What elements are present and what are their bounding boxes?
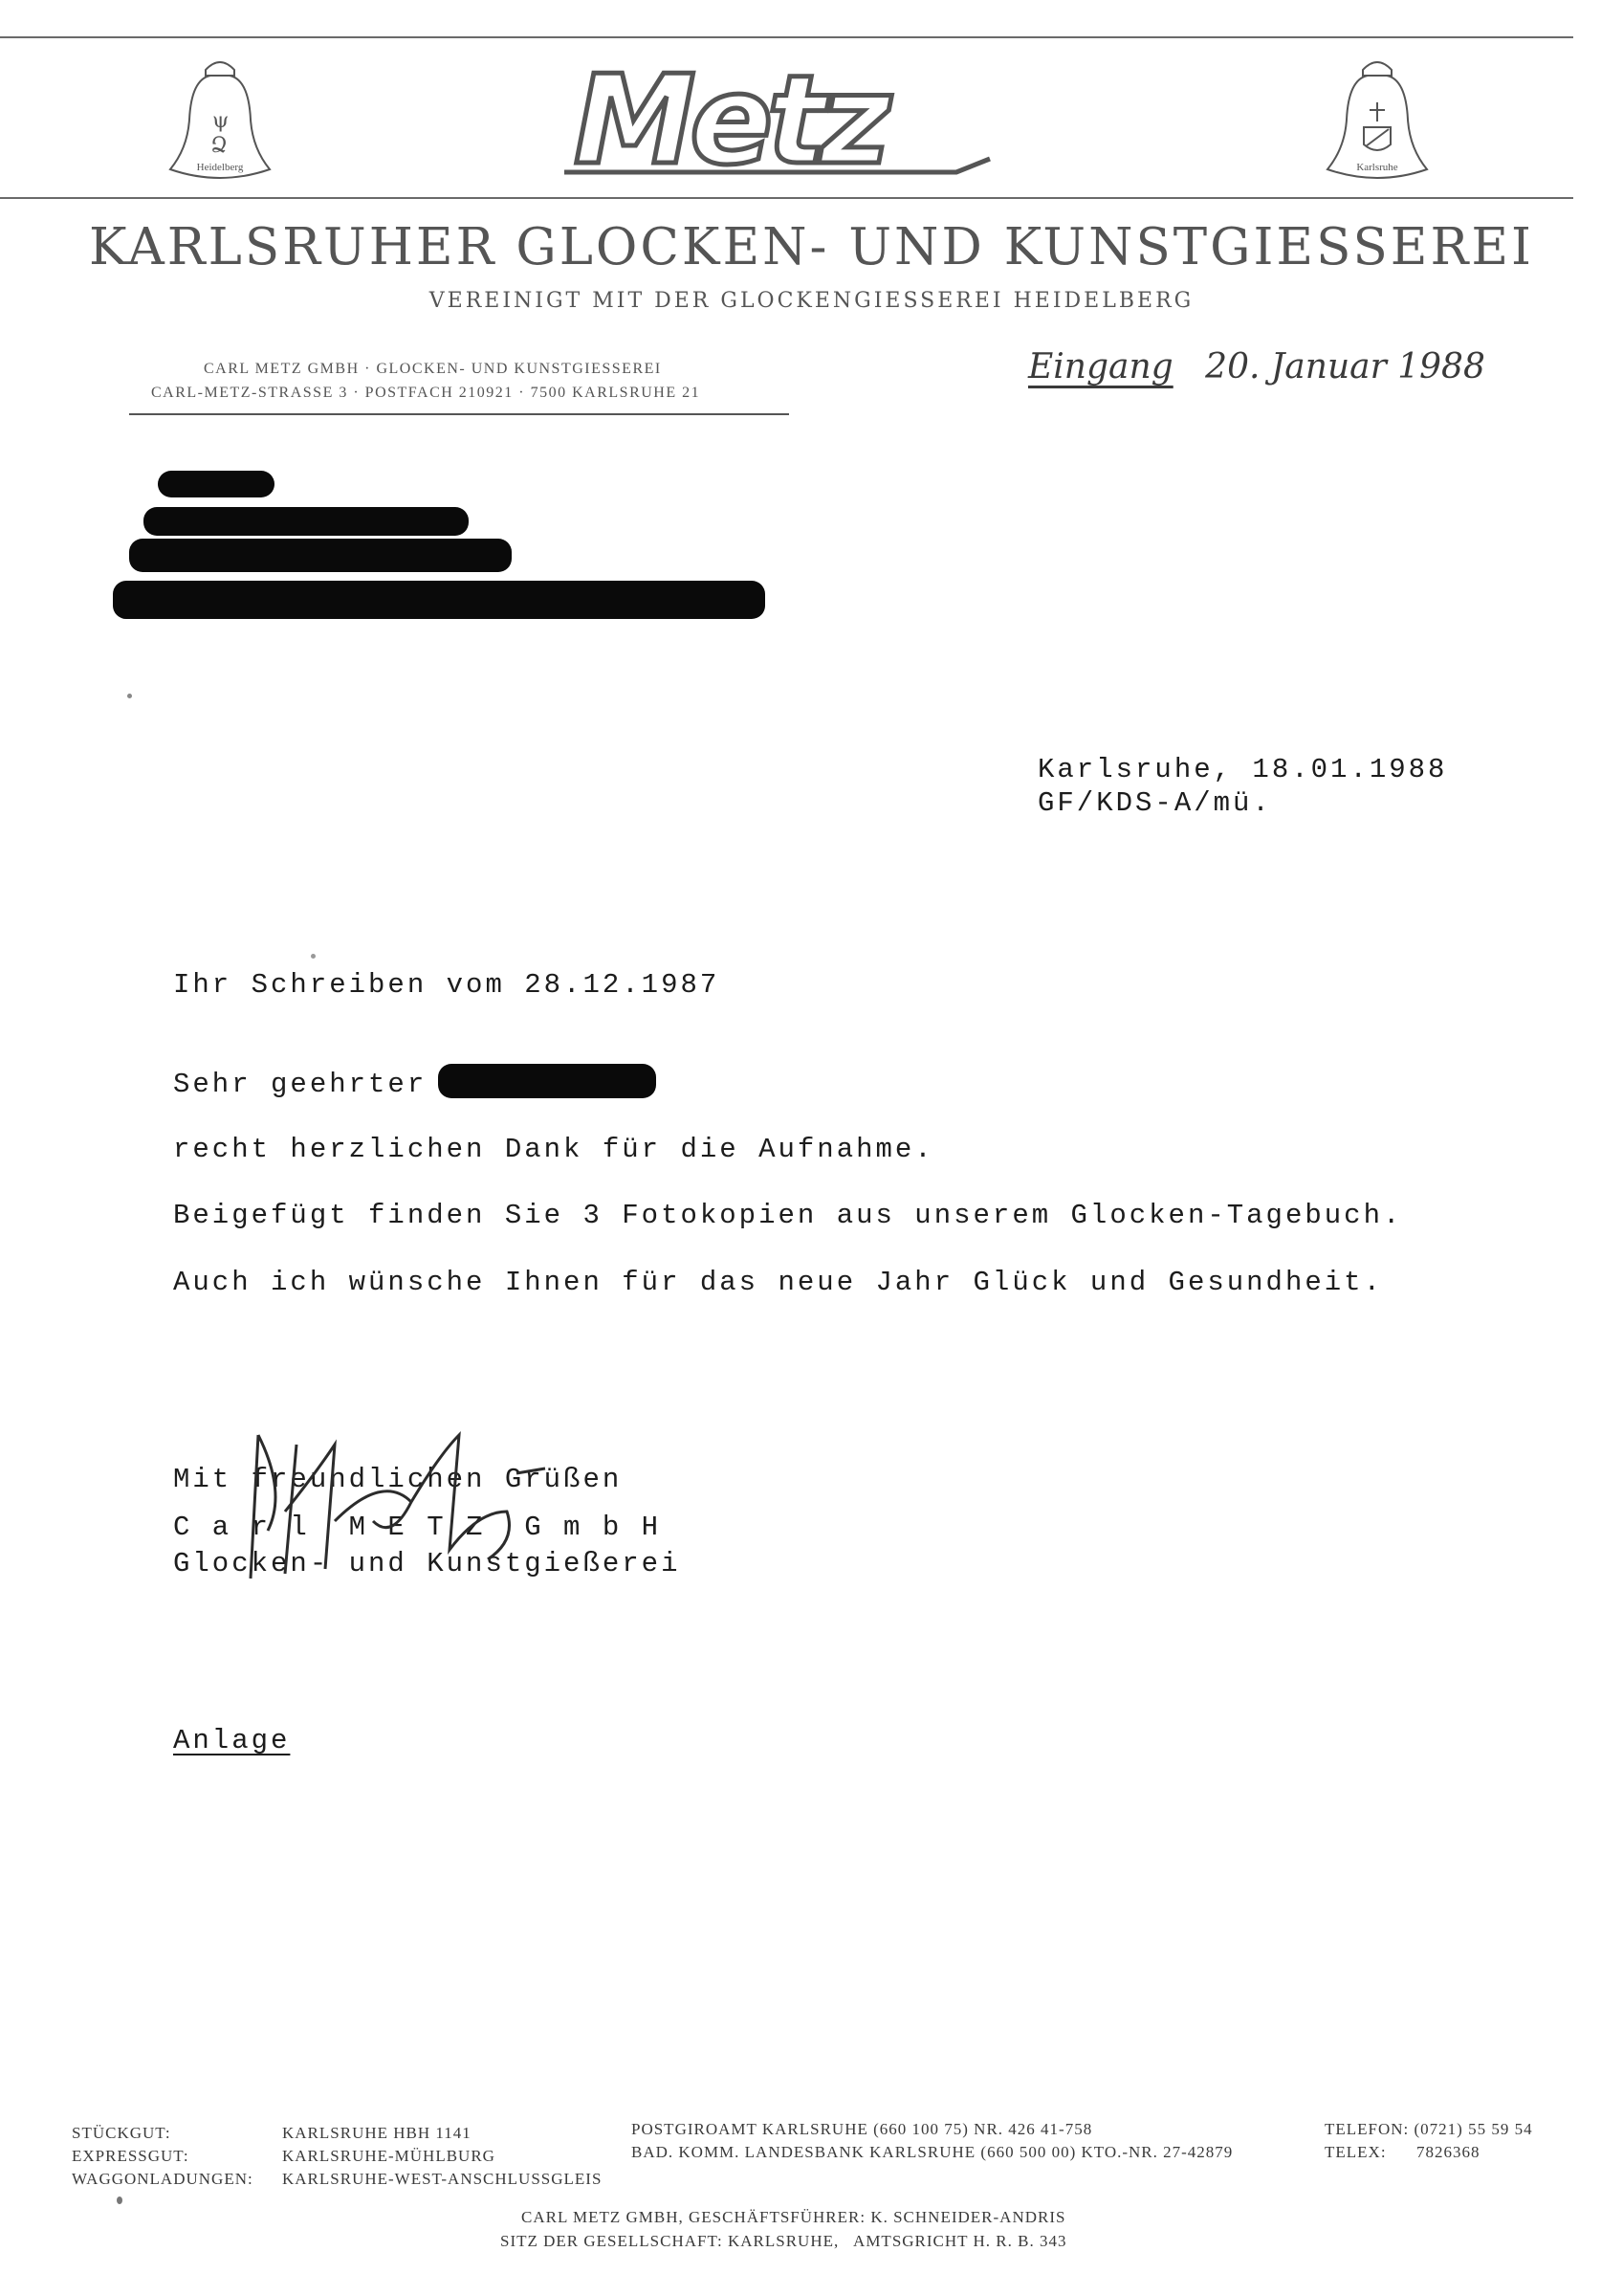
- closing-greeting: Mit freundlichen Grüßen: [173, 1464, 623, 1495]
- received-label: Eingang: [1028, 347, 1173, 386]
- svg-text:ψ: ψ: [212, 109, 230, 133]
- bell-emblem-heidelberg: [153, 53, 287, 191]
- received-stamp: [1028, 347, 1485, 386]
- enclosure-label: Anlage: [173, 1725, 291, 1756]
- footer-telex: TELEX: 7826368: [1325, 2143, 1480, 2161]
- sender-line-1: CARL METZ GMBH · GLOCKEN- UND KUNSTGIESSEREI: [204, 361, 662, 377]
- redacted-address-line-2: [143, 507, 469, 536]
- footer-seat-line: SITZ DER GESELLSCHAFT: KARLSRUHE, AMTSGRICHT H. R. B. 343: [500, 2232, 1067, 2250]
- footer-waggon-value: KARLSRUHE-WEST-ANSCHLUSSGLEIS: [282, 2170, 603, 2188]
- received-date: 20. Januar 1988: [1205, 347, 1485, 386]
- redacted-address-line-1: [158, 471, 274, 497]
- svg-text:Metz: Metz: [574, 55, 886, 185]
- header-rule: [0, 197, 1573, 199]
- footer-company-line: CARL METZ GMBH, GESCHÄFTSFÜHRER: K. SCHNEIDER-ANDRIS: [521, 2208, 1066, 2226]
- company-name: KARLSRUHER GLOCKEN- UND KUNSTGIESSEREI: [89, 218, 1534, 276]
- scan-speck: [117, 2197, 122, 2204]
- company-subtitle: VEREINIGT MIT DER GLOCKENGIESSEREI HEIDELBERG: [428, 289, 1195, 313]
- bell-left-label: Heidelberg: [196, 162, 244, 173]
- closing-company: C a r l M E T Z G m b H: [173, 1512, 662, 1543]
- subject-line: Ihr Schreiben vom 28.12.1987: [173, 969, 720, 1001]
- footer-express-label: EXPRESSGUT:: [72, 2147, 189, 2165]
- salutation: Sehr geehrter: [173, 1069, 428, 1100]
- body-line-3: Auch ich wünsche Ihnen für das neue Jahr Glück und Gesundheit.: [173, 1267, 1383, 1298]
- bell-right-label: Karlsruhe: [1356, 162, 1398, 173]
- redacted-address-line-3: [129, 539, 512, 572]
- footer-phone: TELEFON: (0721) 55 59 54: [1325, 2120, 1533, 2138]
- body-line-1: recht herzlichen Dank für die Aufnahme.: [173, 1134, 934, 1165]
- sender-line-2: CARL-METZ-STRASSE 3 · POSTFACH 210921 · 7500 KARLSRUHE 21: [151, 385, 701, 401]
- reference-code: GF/KDS-A/mü.: [1038, 787, 1272, 819]
- address-rule: [129, 413, 789, 415]
- top-rule: [0, 36, 1573, 38]
- svg-text:Ձ: Ձ: [210, 134, 228, 158]
- logo-icon: [555, 55, 1014, 185]
- scan-speck: [127, 694, 132, 698]
- closing-department: Glocken- und Kunstgießerei: [173, 1548, 681, 1579]
- scan-speck: [311, 954, 316, 959]
- redacted-recipient-name: [438, 1064, 656, 1098]
- bell-emblem-karlsruhe: [1310, 53, 1444, 191]
- footer-express-value: KARLSRUHE-MÜHLBURG: [282, 2147, 495, 2165]
- place-date: Karlsruhe, 18.01.1988: [1038, 754, 1448, 785]
- metz-logo: [555, 55, 1014, 185]
- footer-stueckgut-label: STÜCKGUT:: [72, 2124, 171, 2142]
- signature: [230, 1416, 574, 1583]
- footer-bank-1: POSTGIROAMT KARLSRUHE (660 100 75) NR. 426 41-758: [631, 2120, 1093, 2138]
- footer-stueckgut-value: KARLSRUHE HBH 1141: [282, 2124, 472, 2142]
- footer-waggon-label: WAGGONLADUNGEN:: [72, 2170, 253, 2188]
- body-line-2: Beigefügt finden Sie 3 Fotokopien aus unserem Glocken-Tagebuch.: [173, 1200, 1403, 1231]
- redacted-address-line-4: [113, 581, 765, 619]
- signature-icon: [230, 1416, 574, 1583]
- footer-bank-2: BAD. KOMM. LANDESBANK KARLSRUHE (660 500 00) KTO.-NR. 27-42879: [631, 2143, 1234, 2161]
